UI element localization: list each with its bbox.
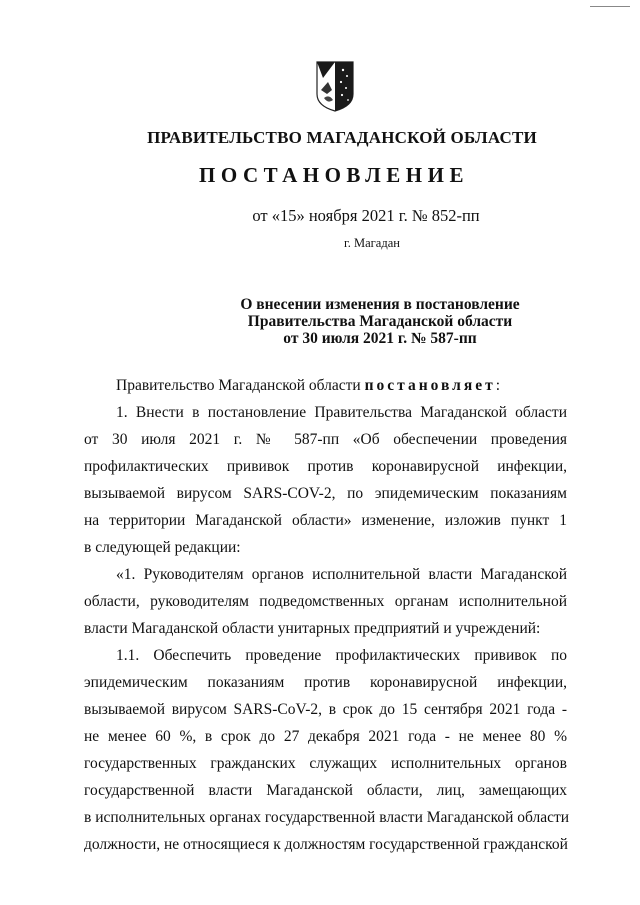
body-line: «1. Руководителям органов исполнительной власти Магаданской [116,566,567,583]
body-line: эпидемическим показаниям против коронавирусной инфекции, [84,674,567,691]
body-line: государственной власти Магаданской области, лиц, замещающих [84,782,567,799]
title-line-1: О внесении изменения в постановление [240,296,520,313]
body-line: области, руководителям подведомственных органам исполнительной [84,593,567,610]
body-line: 1. Внести в постановление Правительства Магаданской области [116,404,567,421]
title-line-3: от 30 июля 2021 г. № 587-пп [283,330,477,347]
intro-prefix: Правительство Магаданской области [116,377,365,394]
body-line: не менее 60 %, в срок до 27 декабря 2021 года - не менее 80 % [84,728,567,745]
title-line-2: Правительства Магаданской области [247,313,513,330]
date-and-number: от «15» ноября 2021 г. № 852-пп [252,206,480,225]
body-line: должности, не относящиеся к должностям государственной гражданской [84,836,568,853]
body-line: в исполнительных органах государственной власти Магаданской области [84,809,570,826]
body-line: на территории Магаданской области» изменение, изложив пункт 1 [84,512,567,529]
body-line: власти Магаданской области унитарных предприятий и учреждений: [84,620,541,637]
body-line: от 30 июля 2021 г. № 587-пп «Об обеспечении проведения [84,431,567,448]
organization-name: ПРАВИТЕЛЬСТВО МАГАДАНСКОЙ ОБЛАСТИ [147,128,537,147]
body-line: 1.1. Обеспечить проведение профилактических прививок по [116,647,567,664]
body-line: государственных гражданских служащих исполнительных органов [84,755,567,772]
body-line: вызываемой вирусом SARS-CoV-2, в срок до 15 сентября 2021 года - [84,701,567,718]
intro-spaced-verb: постановляет [364,377,496,394]
coat-of-arms-emblem [315,60,355,112]
intro-line [84,375,567,397]
intro-suffix: : [495,377,501,394]
document-type: ПОСТАНОВЛЕНИЕ [199,163,469,187]
body-line: в следующей редакции: [84,539,241,556]
city: г. Магадан [344,236,400,250]
body-line: профилактических прививок против коронавирусной инфекции, [84,458,567,475]
body-line: вызываемой вирусом SARS-COV-2, по эпидемическим показаниям [84,485,567,502]
scan-artifact [590,6,630,7]
